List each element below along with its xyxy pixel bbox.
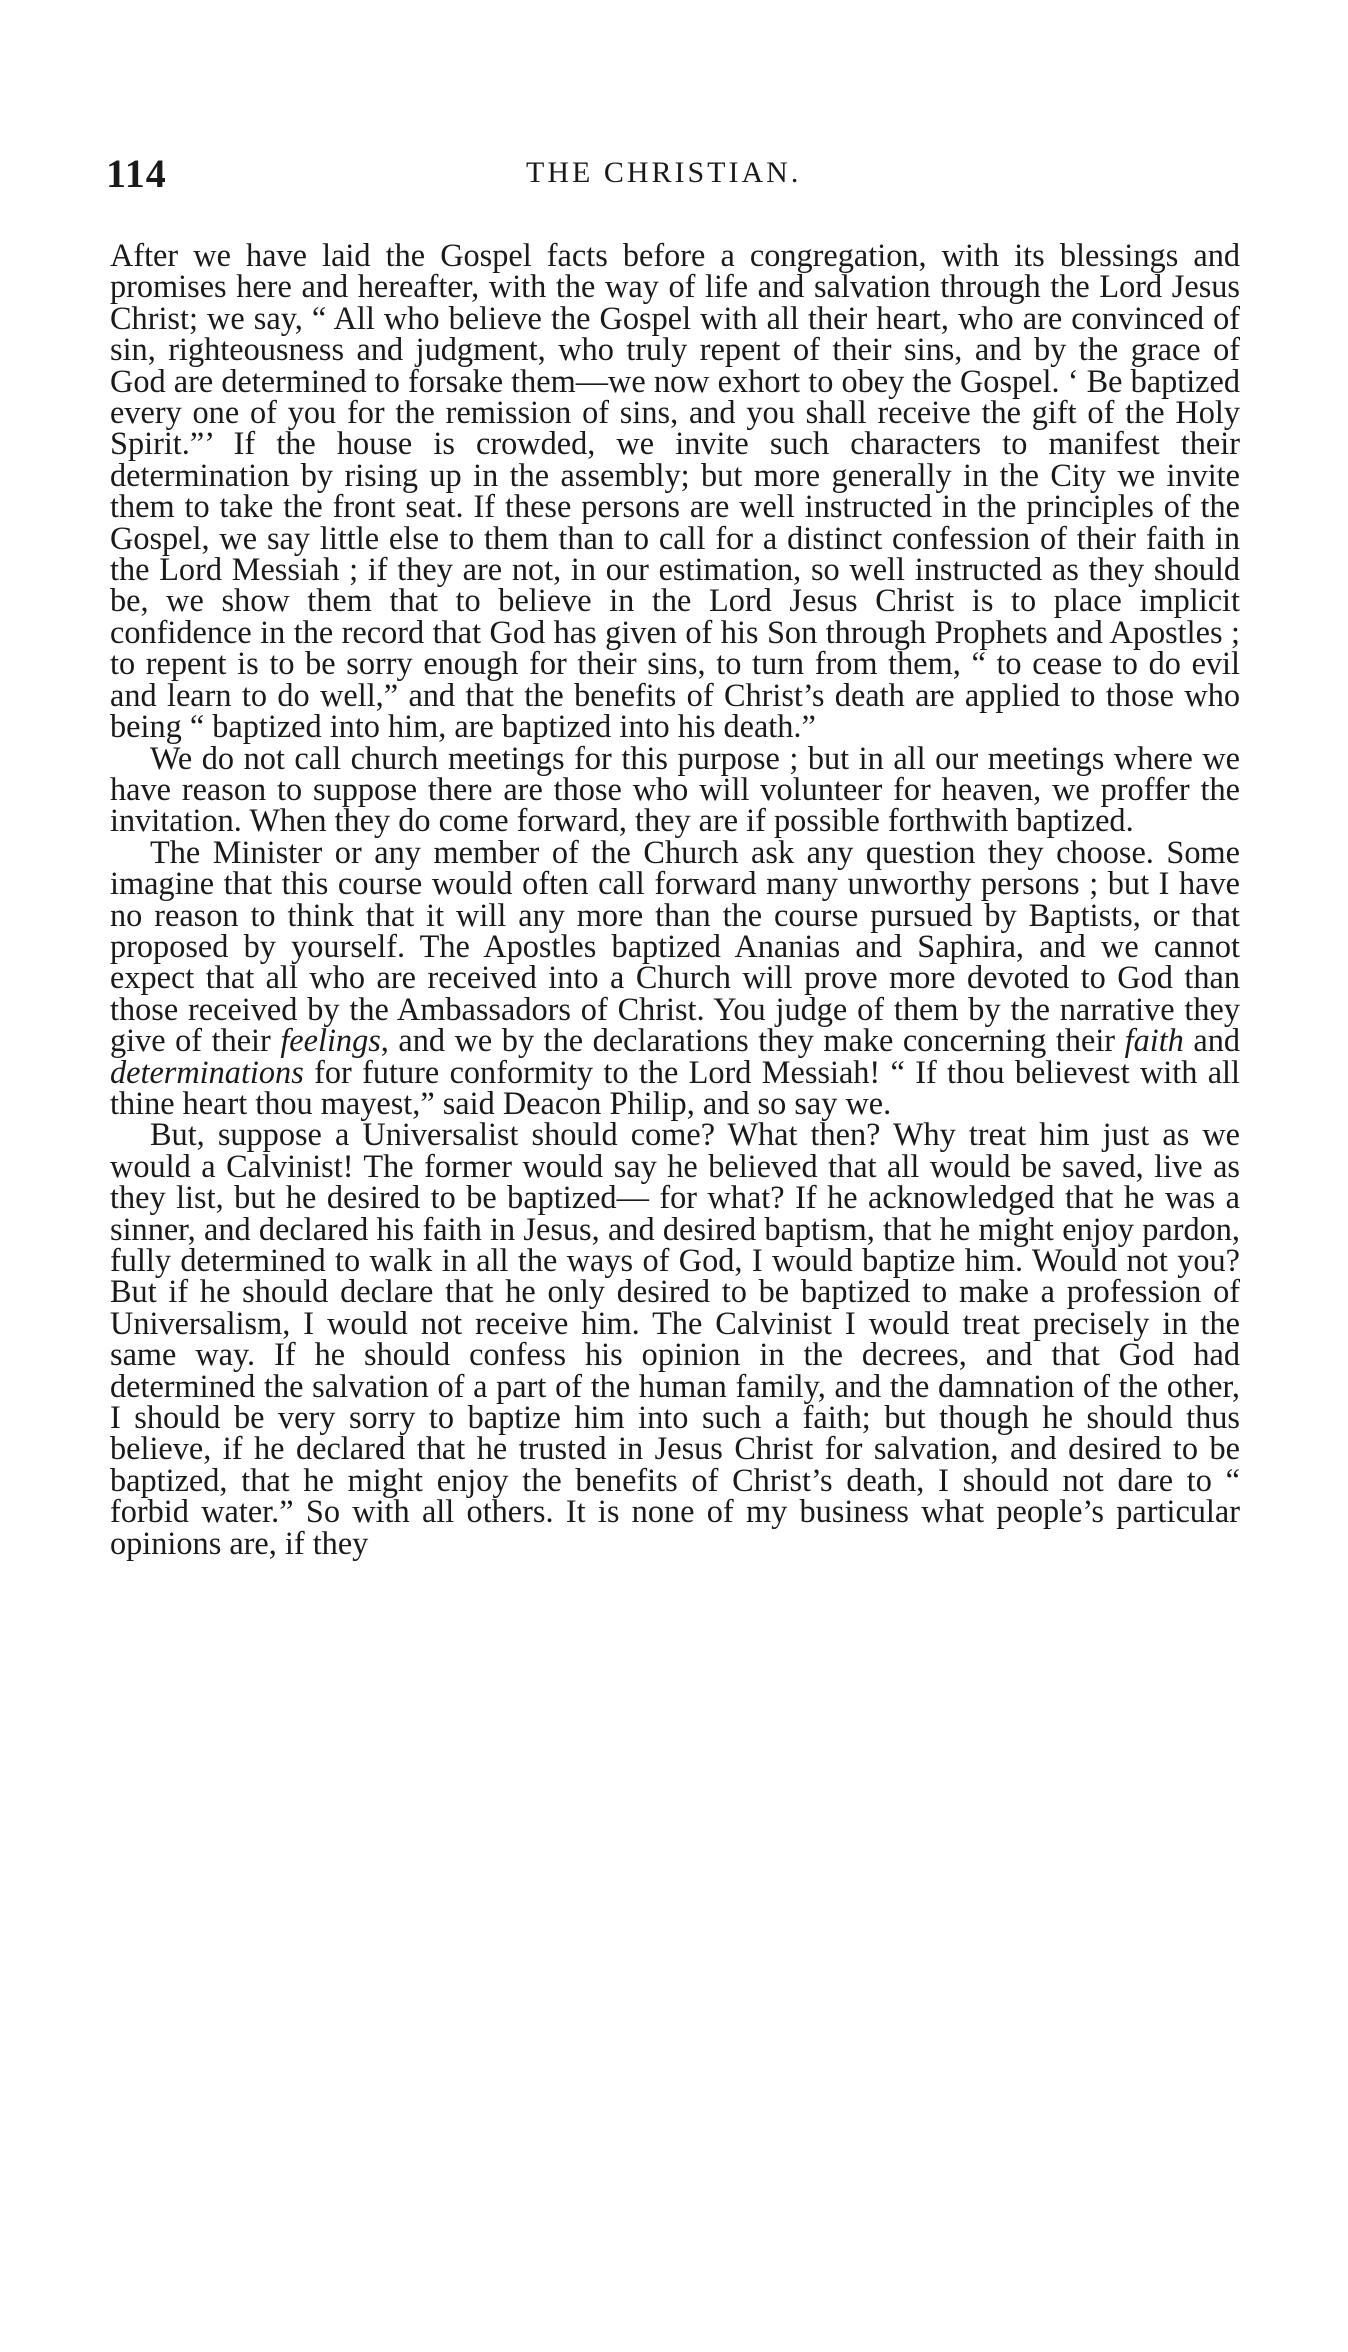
page-number: 114 xyxy=(106,151,167,196)
paragraph xyxy=(110,739,1240,839)
page-header xyxy=(106,150,1256,200)
text-segment: After we have laid the Gospel facts before a congregation, with its blessings and promises here and hereafter, with the way of life and salvation through the Lord Jesus Christ; we say, “ All who believe the Gospel with all their heart, who are convinced of sin, righteousness and judgment, who truly repent of their sins, and by the grace of God are determined to forsake them—we now exhort to obey the Gospel. ‘ Be baptized every one of you for the remission of sins, and you shall receive the gift of the Holy Spirit.”’ If the house is crowded, we invite such characters to manifest their determination by rising up in the assembly; but more generally in the City we invite them to take the front seat. If these persons are well instructed in the principles of the Gospel, we say little else to them than to call for a distinct confession of their faith in the Lord Messiah ; if they are not, in our estimation, so well instructed as they should be, we show them that to believe in the Lord Jesus Christ is to place implicit confidence in the record that God has given of his Son through Prophets and Apostles ; to repent is to be sorry enough for their sins, to turn from them, “ to cease to do evil and learn to do well,” and that the benefits of Christ’s death are applied to those who being “ baptized into him, are baptized into his death.” xyxy=(110,237,1240,745)
text-segment: The Minister or any member of the Church ask any question they choose. Some imagine that this course would often call forward many unworthy persons ; but I have no reason to think that it will any more than the course pursued by Baptists, or that proposed by yourself. The Apostles baptized Ananias and Saphira, and we cannot expect that all who are received into a Church will prove more devoted to God than those received by the Ambassadors of Christ. You judge of them by the narrative they give of their xyxy=(110,833,1240,1059)
italic-text: feelings xyxy=(280,1022,381,1059)
text-segment: and xyxy=(1183,1022,1240,1059)
text-segment: We do not call church meetings for this purpose ; but in all our meetings where we have reason to suppose there are those who will volunteer for heaven, we proffer the invitation. When they do come forward, they are if possible forthwith baptized. xyxy=(110,739,1240,839)
text-segment: But, suppose a Universalist should come? What then? Why treat him just as we would a Calvinist! The former would say he believed that all would be saved, live as they list, but he desired to be baptized— for what? If he acknowledged that he was a sinner, and declared his faith in Jesus, and desired baptism, that he might enjoy pardon, fully determined to walk in all the ways of God, I would baptize him. Would not you? But if he should declare that he only desired to be baptized to make a profession of Universalism, I would not receive him. The Calvinist I would treat precisely in the same way. If he should confess his opinion in the decrees, and that God had determined the salvation of a part of the human family, and the damnation of the other, I should be very sorry to baptize him into such a faith; but though he should thus believe, if he declared that he trusted in Jesus Christ for salvation, and desired to be baptized, that he might enjoy the benefits of Christ’s death, I should not dare to “ forbid water.” So with all others. It is none of my business what people’s particular opinions are, if they xyxy=(110,1116,1240,1561)
text-segment: for future conformity to the Lord Messiah! “ If thou believest with all thine heart thou mayest,” said Deacon Philip, and so say we. xyxy=(110,1053,1240,1121)
italic-text: determinations xyxy=(110,1053,304,1090)
paragraph xyxy=(110,237,1240,745)
body-text xyxy=(110,237,1240,1561)
paragraph xyxy=(110,833,1240,1121)
paragraph xyxy=(110,1116,1240,1561)
running-title: THE CHRISTIAN. xyxy=(526,156,802,189)
text-segment: , and we by the declarations they make concerning their xyxy=(380,1022,1125,1059)
italic-text: faith xyxy=(1124,1022,1184,1059)
